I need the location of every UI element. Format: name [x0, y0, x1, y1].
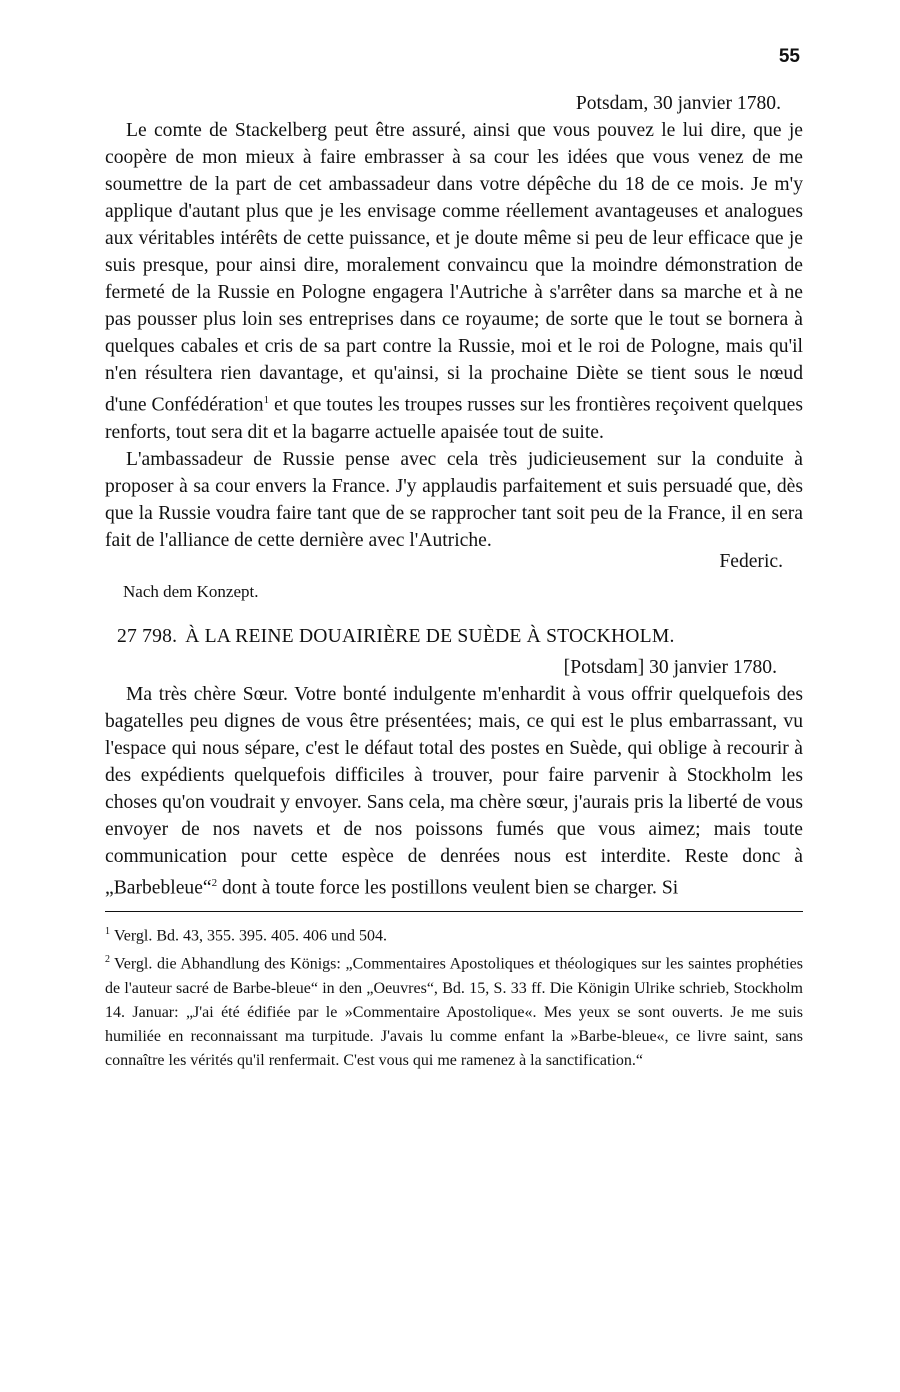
footnotes	[105, 920, 803, 1073]
letter2-paragraph-1-text-a: Ma très chère Sœur. Votre bonté indulgente m'enhardit à vous offrir quelquefois des bagatelles peu dignes de vous être présentées; mais, ce qui est le plus embarrassant, vu l'espace qui nous sépare, c'est le défaut total des postes en Suède, qui oblige à recourir à des expédients quelquefois difficiles à trouver, pour faire parvenir à Stockholm les choses qu'on voudrait y envoyer. Sans cela, ma chère sœur, j'aurais pris la liberté de vous envoyer de nos navets et de nos poissons fumés que vous aimez; mais toute communication pour cette espèce de denrées nous est interdite. Reste donc à „Barbebleue“	[105, 683, 803, 899]
letter2-heading	[105, 623, 803, 650]
letter2-paragraph-1	[105, 681, 803, 902]
letter2-number: 27 798.	[117, 625, 178, 647]
footnote-mark-1: 1	[105, 926, 110, 938]
letter1-source-note: Nach dem Konzept.	[123, 581, 259, 601]
letter2-title: À LA REINE DOUAIRIÈRE DE SUÈDE À STOCKHOLM.	[185, 625, 675, 647]
letter1-paragraph-1-text-a: Le comte de Stackelberg peut être assuré, ainsi que vous pouvez le lui dire, que je coopère de mon mieux à faire embrasser à sa cour les idées que vous venez de me soumettre de la part de cet ambassadeur dans votre dépêche du 18 de ce mois. Je m'y applique d'autant plus que je les envisage comme réellement avantageuses et analogues aux véritables intérêts de cette puissance, et je doute même si peu de leur efficace que je suis presque, pour ainsi dire, moralement convaincu que la moindre démonstration de fermeté de la Russie en Pologne engagera l'Autriche à s'arrêter dans sa marche et à ne pas pousser plus loin ses entreprises dans ce royaume; de sorte que le tout se bornera à quelques cabales et cris de sa part contre la Russie, moi et le roi de Pologne, mais qu'il n'en résultera rien davantage, et qu'ainsi, si la prochaine Diète se tient sous le nœud d'une Confédération	[105, 120, 803, 416]
footnote-ref-2: 2	[211, 876, 218, 889]
footnote-text-1: Vergl. Bd. 43, 355. 395. 405. 406 und 504.	[114, 927, 388, 945]
footnote-mark-2: 2	[105, 954, 110, 966]
letter1-signature: Federic.	[719, 550, 783, 572]
footnote-text-2: Vergl. die Abhandlung des Königs: „Commentaires Apostoliques et théologiques sur les saintes prophéties de l'auteur sacré de Barbe-bleue“ in den „Oeuvres“, Bd. 15, S. 33 ff. Die Königin Ulrike schrieb, Stockholm 14. Januar: „J'ai été édifiée par le »Commentaire Apostolique«. Mes yeux se sont ouverts. Je me suis humiliée en reconnaissant ma turpitude. J'avais lu comme enfant la »Barbe-bleue«, ce livre saint, sans connaître les vérités qu'il renfermait. C'est vous qui me ramenez à la sanctification.“	[105, 955, 803, 1069]
footnote-divider	[105, 911, 803, 912]
letter2-paragraph-1-text-b: dont à toute force les postillons veulent bien se charger. Si	[217, 877, 679, 899]
page-body	[105, 90, 803, 1073]
letter1-dateline: Potsdam, 30 janvier 1780.	[575, 93, 781, 114]
letter1-paragraph-2: L'ambassadeur de Russie pense avec cela très judicieusement sur la conduite à proposer à sa cour envers la France. J'y applaudis parfaitement et suis persuadé que, dès que la Russie voudra faire tant que de se rapprocher tant soit peu de la France, il en sera fait de l'alliance de cette dernière avec l'Autriche.	[105, 448, 803, 551]
letter1-paragraph-1	[105, 117, 803, 446]
letter2-dateline: [Potsdam] 30 janvier 1780.	[563, 656, 777, 678]
footnote-1	[105, 920, 803, 948]
page-number: 55	[778, 46, 800, 67]
footnote-ref-1: 1	[263, 394, 270, 406]
letter1-paragraph-1-text-b: et que toutes les troupes russes sur les frontières reçoivent quelques renforts, tout sera dit et la bagarre actuelle apaisée tout de suite.	[105, 394, 803, 443]
footnote-2	[105, 948, 803, 1072]
